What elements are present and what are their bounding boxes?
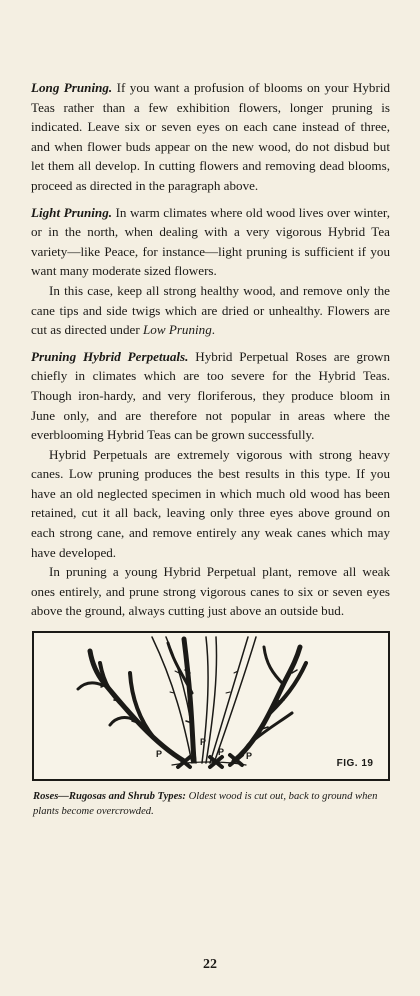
heading-long-pruning: Long Pruning. (31, 80, 113, 95)
light-pruning-text: In this case, keep all strong healthy wood, and remove only the cane tips and side twigs which are dried or unhealthy. Flowers are cut as directed under (31, 282, 390, 338)
page-number: 22 (203, 957, 217, 972)
marker-p-center-right: P (217, 747, 224, 758)
ref-low-pruning: Low Pruning (142, 322, 212, 338)
caption-body: Oldest wood is cut out, back to ground when plants become overcrowded. (33, 791, 378, 818)
paragraph-perpetuals-3: In pruning a young Hybrid Perpetual plant, remove all weak ones entirely, and prune strong vigorous canes to six or seven eyes above the ground, always cutting just above an outside bud. (31, 564, 390, 619)
heading-perpetuals: Pruning Hybrid Perpetuals. (31, 348, 189, 364)
marker-p-left: P (155, 749, 162, 760)
marker-p-right: P (245, 751, 252, 762)
paragraph-light-pruning (31, 203, 390, 281)
caption-heading: Roses—Rugosas and Shrub Types: (33, 791, 186, 803)
heading-light-pruning: Light Pruning. (31, 204, 113, 220)
figure-label: FIG. 19 (336, 758, 374, 770)
light-pruning-period: . (211, 322, 216, 338)
body-light-pruning: In warm climates where old wood lives over winter, or in the north, when dealing with a very vigorous Hybrid Tea variety—like Peace, for instance—light pruning is sufficient if you want many moderate sized flowers. (31, 204, 390, 279)
paragraph-perpetuals-2: Hybrid Perpetuals are extremely vigorous with strong heavy canes. Low pruning produces the best results in this type. If you have an old neglected specimen in which much old wood has been retained, cut it all back, leaving only three eyes above ground on each strong cane, and remove entirely any weak canes which may have developed. (31, 446, 390, 560)
paragraph-light-pruning-2 (31, 281, 390, 340)
paragraph-perpetuals (31, 347, 390, 445)
figure-caption (31, 789, 390, 819)
body-perpetuals: Hybrid Perpetual Roses are grown chiefly in climates which are too severe for the Hybrid Teas. Though iron-hardy, and very floriferous, they produce bloom in June only, and are therefore not popular in areas where the everblooming Hybrid Teas can be grown successfully. (31, 348, 391, 443)
body-long-pruning: If you want a profusion of blooms on your Hybrid Teas rather than a few exhibition flowers, longer pruning is indicated. Leave six or seven eyes on each cane instead of three, and when flower buds appear on the new wood, do not disbud but let them all develop. In cutting flowers and removing dead blooms, proceed as directed in the paragraph above. (31, 80, 390, 193)
figure-rose-pruning (32, 631, 390, 781)
paragraph-long-pruning (31, 78, 390, 196)
rose-canes-illustration (34, 633, 388, 779)
marker-p-center: P (199, 737, 206, 748)
